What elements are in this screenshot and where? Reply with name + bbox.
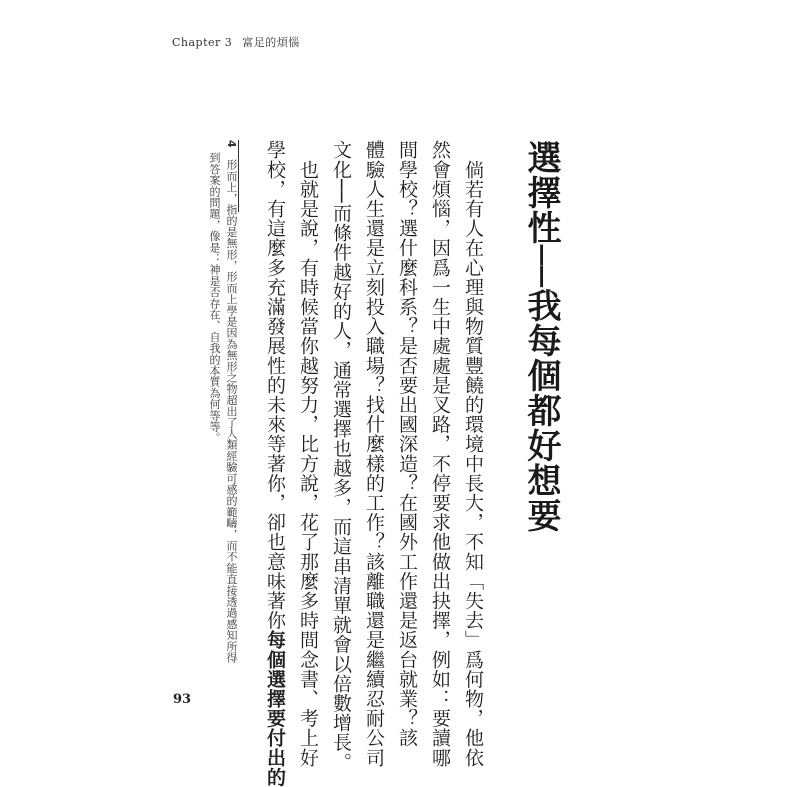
body-line-6: 也就是說，有時候當你越努力，比方說，花了那麼多時間念書、考上好	[297, 140, 319, 768]
footnote-text-1: 形而上，指的是無形，形而上學是因為無形之物超出了人類經驗可感的範疇，而不能直接透過感知所得	[225, 159, 238, 664]
page-number: 93	[173, 692, 192, 707]
footnote-number: 4	[225, 140, 238, 148]
section-heading: 選擇性──我每個都好想要	[521, 140, 561, 533]
chapter-label: Chapter 3	[172, 36, 233, 49]
body-line-7-text: 學校，有這麼多充滿發展性的未來等著你，卻也意味著你	[264, 140, 286, 630]
running-head	[172, 34, 300, 50]
body-line-4: 體驗人生還是立刻投入職場？找什麼樣的工作？該離職還是繼續忍耐公司	[363, 140, 385, 768]
body-line-2: 然會煩惱，因爲一生中處處是叉路，不停要求他做出抉擇，例如：要讀哪	[429, 140, 451, 768]
footnote-line-2: 到答案的問題，像是：神是否存在、自我的本質為何等等。	[208, 152, 221, 444]
body-line-7-bold: 每個選擇要付出的	[264, 630, 286, 787]
body-line-5: 文化──而條件越好的人，通常選擇也越多，而這串清單就會以倍數增長。	[330, 140, 352, 772]
footnote-line-1	[226, 140, 237, 663]
body-line-7	[265, 140, 284, 787]
body-line-3: 間學校？選什麼科系？是否要出國深造？在國外工作還是返台就業？該	[396, 140, 418, 748]
footnote-rule	[238, 140, 239, 212]
body-line-1: 倘若有人在心理與物質豐饒的環境中長大，不知「失去」爲何物，他依	[462, 140, 484, 768]
chapter-title: 富足的煩惱	[242, 36, 300, 49]
